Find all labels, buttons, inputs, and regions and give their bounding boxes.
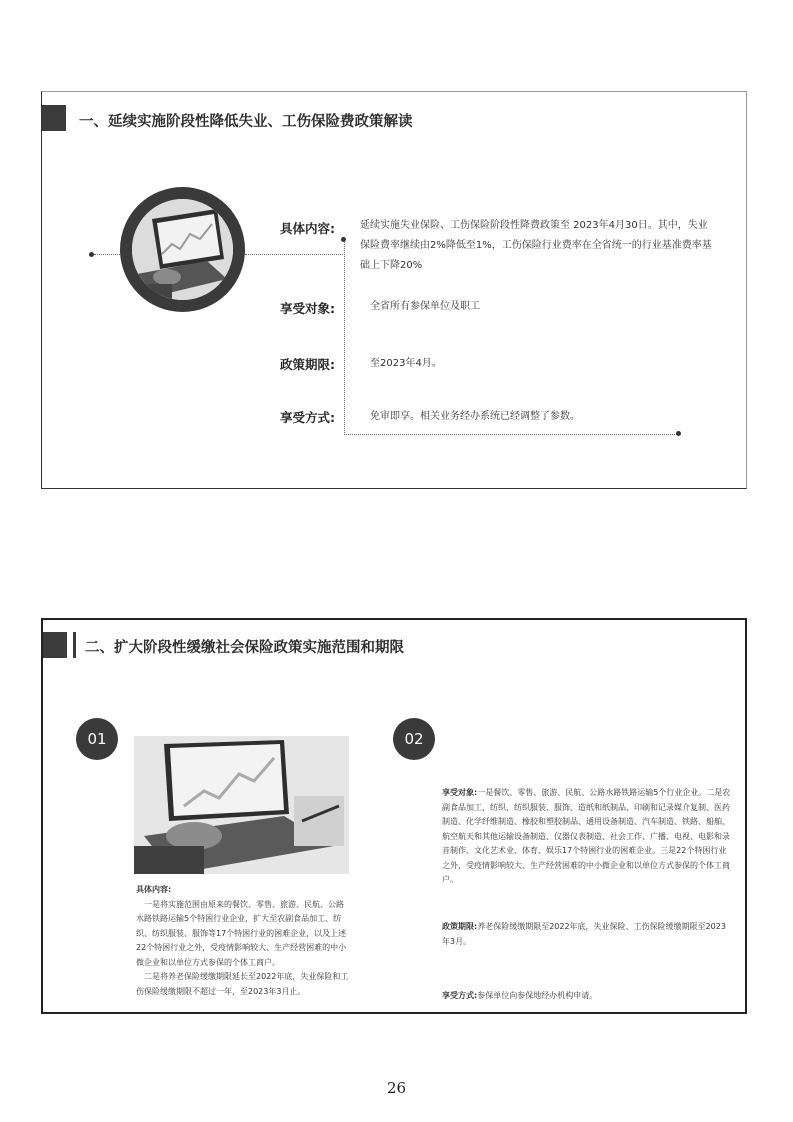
section-title: 一、延续实施阶段性降低失业、工伤保险费政策解读 bbox=[79, 114, 413, 130]
right-method-text: 参保单位向参保地经办机构申请。 bbox=[477, 991, 598, 1000]
method-label: 享受方式: bbox=[280, 410, 335, 425]
laptop-photo bbox=[132, 199, 233, 300]
connector-dot bbox=[676, 431, 681, 436]
section-title: 二、扩大阶段性缓缴社会保险政策实施范围和期限 bbox=[85, 640, 404, 656]
number-badge-01: 01 bbox=[76, 718, 118, 760]
connector-line bbox=[94, 254, 120, 255]
laptop-photo-circle bbox=[120, 187, 245, 312]
right-method-label: 享受方式: bbox=[442, 991, 478, 1000]
page-number: 26 bbox=[386, 1079, 407, 1097]
section-header-block bbox=[43, 632, 67, 658]
connector-line bbox=[245, 254, 345, 255]
section-header-block bbox=[42, 105, 66, 131]
object-value: 全省所有参保单位及职工 bbox=[370, 301, 480, 312]
connector-dot bbox=[341, 237, 346, 242]
right-period-text: 养老保险缓缴期限至2022年底，失业保险、工伤保险缓缴期限至2023年3月。 bbox=[442, 922, 726, 946]
content-value: 延续实施失业保险、工伤保险阶段性降费政策至 2023年4月30日。其中，失业保险费率继续由2%降低至1%，工伤保险行业费率在全省统一的行业基准费率基础上下降20% bbox=[360, 220, 712, 271]
right-period-block bbox=[442, 920, 732, 949]
connector-line bbox=[344, 242, 345, 435]
left-content-para2: 二是将养老保险缓缴期限延长至2022年底，失业保险和工伤保险缓缴期限不超过一年，至2023年3月止。 bbox=[136, 972, 349, 996]
right-method-block bbox=[442, 989, 732, 1004]
period-value: 至2023年4月。 bbox=[370, 358, 442, 369]
period-label: 政策期限: bbox=[280, 357, 335, 372]
method-value: 免审即享。相关业务经办系统已经调整了参数。 bbox=[370, 411, 580, 422]
left-content-para1: 一是将实施范围由原来的餐饮、零售、旅游、民航、公路水路铁路运输5个特困行业企业，扩大至农副食品加工、纺织、纺织服装、服饰等17个特困行业的困难企业，以及上述22个特困行业之外，受疫情影响较大、生产经营困难的中小微企业和以单位方式参保的个体工商户。 bbox=[136, 899, 347, 967]
object-label: 享受对象: bbox=[280, 301, 335, 316]
left-content-block bbox=[136, 883, 351, 999]
section-one-panel bbox=[41, 91, 747, 489]
right-object-block bbox=[442, 786, 732, 888]
section-header-bar bbox=[73, 632, 76, 658]
section-two-panel bbox=[41, 618, 747, 1014]
right-object-label: 享受对象: bbox=[442, 788, 478, 797]
content-label: 具体内容: bbox=[280, 221, 335, 236]
right-object-text: 一是餐饮、零售、旅游、民航、公路水路铁路运输5个行业企业。二是农副食品加工，纺织、纺织服装、服饰、造纸和纸制品、印刷和记录媒介复制、医药制造、化学纤维制造、橡胶和塑胶制品、通用设备制造、汽车制造、铁路、船舶、航空航天和其他运输设备制造、仪器仪表制造、社会工作、广播、电视、电影和录音制作、文化艺术业、体育、娱乐17个特困行业的困难企业。三是22个特困行业之外，受疫情影响较大、生产经营困难的中小微企业和以单位方式参保的个体工商户。 bbox=[442, 788, 731, 884]
connector-line bbox=[344, 434, 679, 435]
right-period-label: 政策期限: bbox=[442, 922, 478, 931]
number-badge-02: 02 bbox=[393, 718, 435, 760]
laptop-photo bbox=[134, 736, 349, 874]
left-content-heading: 具体内容: bbox=[136, 885, 172, 894]
